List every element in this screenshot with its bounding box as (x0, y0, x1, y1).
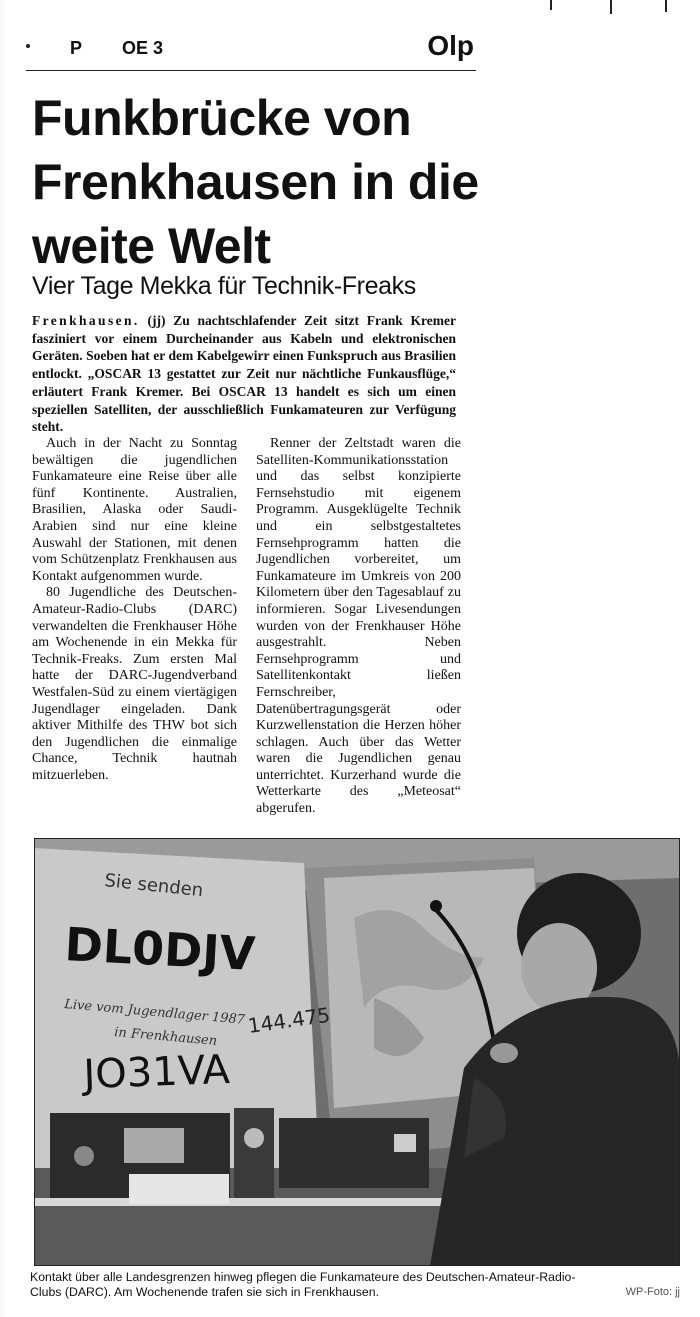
article-column-2 (256, 436, 461, 818)
photo-scene (34, 838, 680, 1266)
headline: Funkbrücke von Frenkhausen in die weite Welt (32, 90, 479, 274)
article-photo (34, 838, 680, 1266)
photo-credit: WP-Foto: jj (625, 1286, 680, 1298)
dateline: Frenkhausen. (32, 313, 140, 328)
lead-text: (jj) Zu nachtschlafender Zeit sitzt Frank Kremer fasziniert vor einem Durcheinander aus Kabeln und elektronischen Geräten. Soeben hat er dem Kabelgewirr einen Funkspruch aus Brasilien entlockt. „OSCAR 13 gestattet zur Zeit nur nächtliche Funkausflüge,“ erläutert Frank Kremer. Bei OSCAR 13 handelt es sich um einen speziellen Satelliten, der ausschließlich Funkamateuren zur Verfügung steht. (32, 313, 456, 435)
sign-frequency: 144.475 (246, 1002, 332, 1038)
sign-line1: Live vom Jugendlager 1987 (63, 997, 246, 1028)
section-letter: P (70, 38, 83, 58)
sign-line2: in Frenkhausen (113, 1025, 218, 1049)
subheadline: Vier Tage Mekka für Technik-Freaks (32, 272, 416, 300)
equipment-rack (279, 1118, 429, 1188)
column2-paragraph-1: Renner der Zeltstadt waren die Satelliten-Kommunikationsstation und das selbst konzipierte Fernsehstudio mit eigenem Programm. Ausgeklügelte Technik und ein selbstgestaltetes Fernsehprogramm hatten die Jugendlichen vorbereitet, um Funkamateure im Umkreis von 200 Kilometern über den Tagesablauf zu informieren. Sogar Livesendungen wurden von der Frenkhauser Höhe ausgestrahlt. Neben Fernsehprogramm und Satellitenkontakt ließen Fernschreiber, Datenübertragungsgerät oder Kurzwellenstation die Herzen höher schlagen. Auch über das Wetter waren die Jugendlichen genau unterrichtet. Kurzerhand wurde die Wetterkarte des „Meteosat“ abgerufen. (256, 436, 461, 817)
newspaper-abbr: Olp (427, 30, 474, 61)
article-column-1 (32, 436, 237, 784)
microphone-icon (430, 900, 442, 912)
scan-mark (610, 0, 612, 14)
sign-locator: JO31VA (82, 1046, 231, 1098)
page-left-edge (0, 0, 4, 1317)
lead-paragraph (32, 312, 456, 436)
caption-text: Kontakt über alle Landesgrenzen hinweg pflegen die Funkamateure des Deutschen-Amateur-Radio-Clubs (DARC). Am Wochenende trafen sie sich in Frenkhausen. (30, 1270, 576, 1299)
column1-paragraph-2: 80 Jugendliche des Deutschen-Amateur-Radio-Clubs (DARC) verwandelten die Frenkhauser Höhe am Wochenende in ein Mekka für Technik-Freaks. Zum ersten Mal hatte der DARC-Jugendverband Westfalen-Süd zu einem viertägigen Jugendlager eingeladen. Dank aktiver Mithilfe des THW bot sich den Jugendlichen die einmalige Chance, Technik hautnah mitzuerleben. (32, 585, 237, 783)
photo-caption (30, 1270, 680, 1300)
sign-callsign: DL0DJV (63, 917, 257, 981)
page-header (26, 30, 476, 71)
scan-mark (665, 0, 667, 12)
page-label: OE 3 (122, 38, 164, 58)
column1-paragraph-1: Auch in der Nacht zu Sonntag bewältigen die jugendlichen Funkamateure eine Reise über alle fünf Kontinente. Australien, Brasilien, Alaska oder Saudi-Arabien sind nur eine kleine Auswahl der Stationen, mit denen vom Schützenplatz Frenkhausen aus Kontakt aufgenommen wurde. (32, 436, 237, 584)
sign-top-text: Sie senden (103, 870, 205, 902)
header-bullet (26, 44, 30, 48)
scan-mark (550, 0, 552, 10)
